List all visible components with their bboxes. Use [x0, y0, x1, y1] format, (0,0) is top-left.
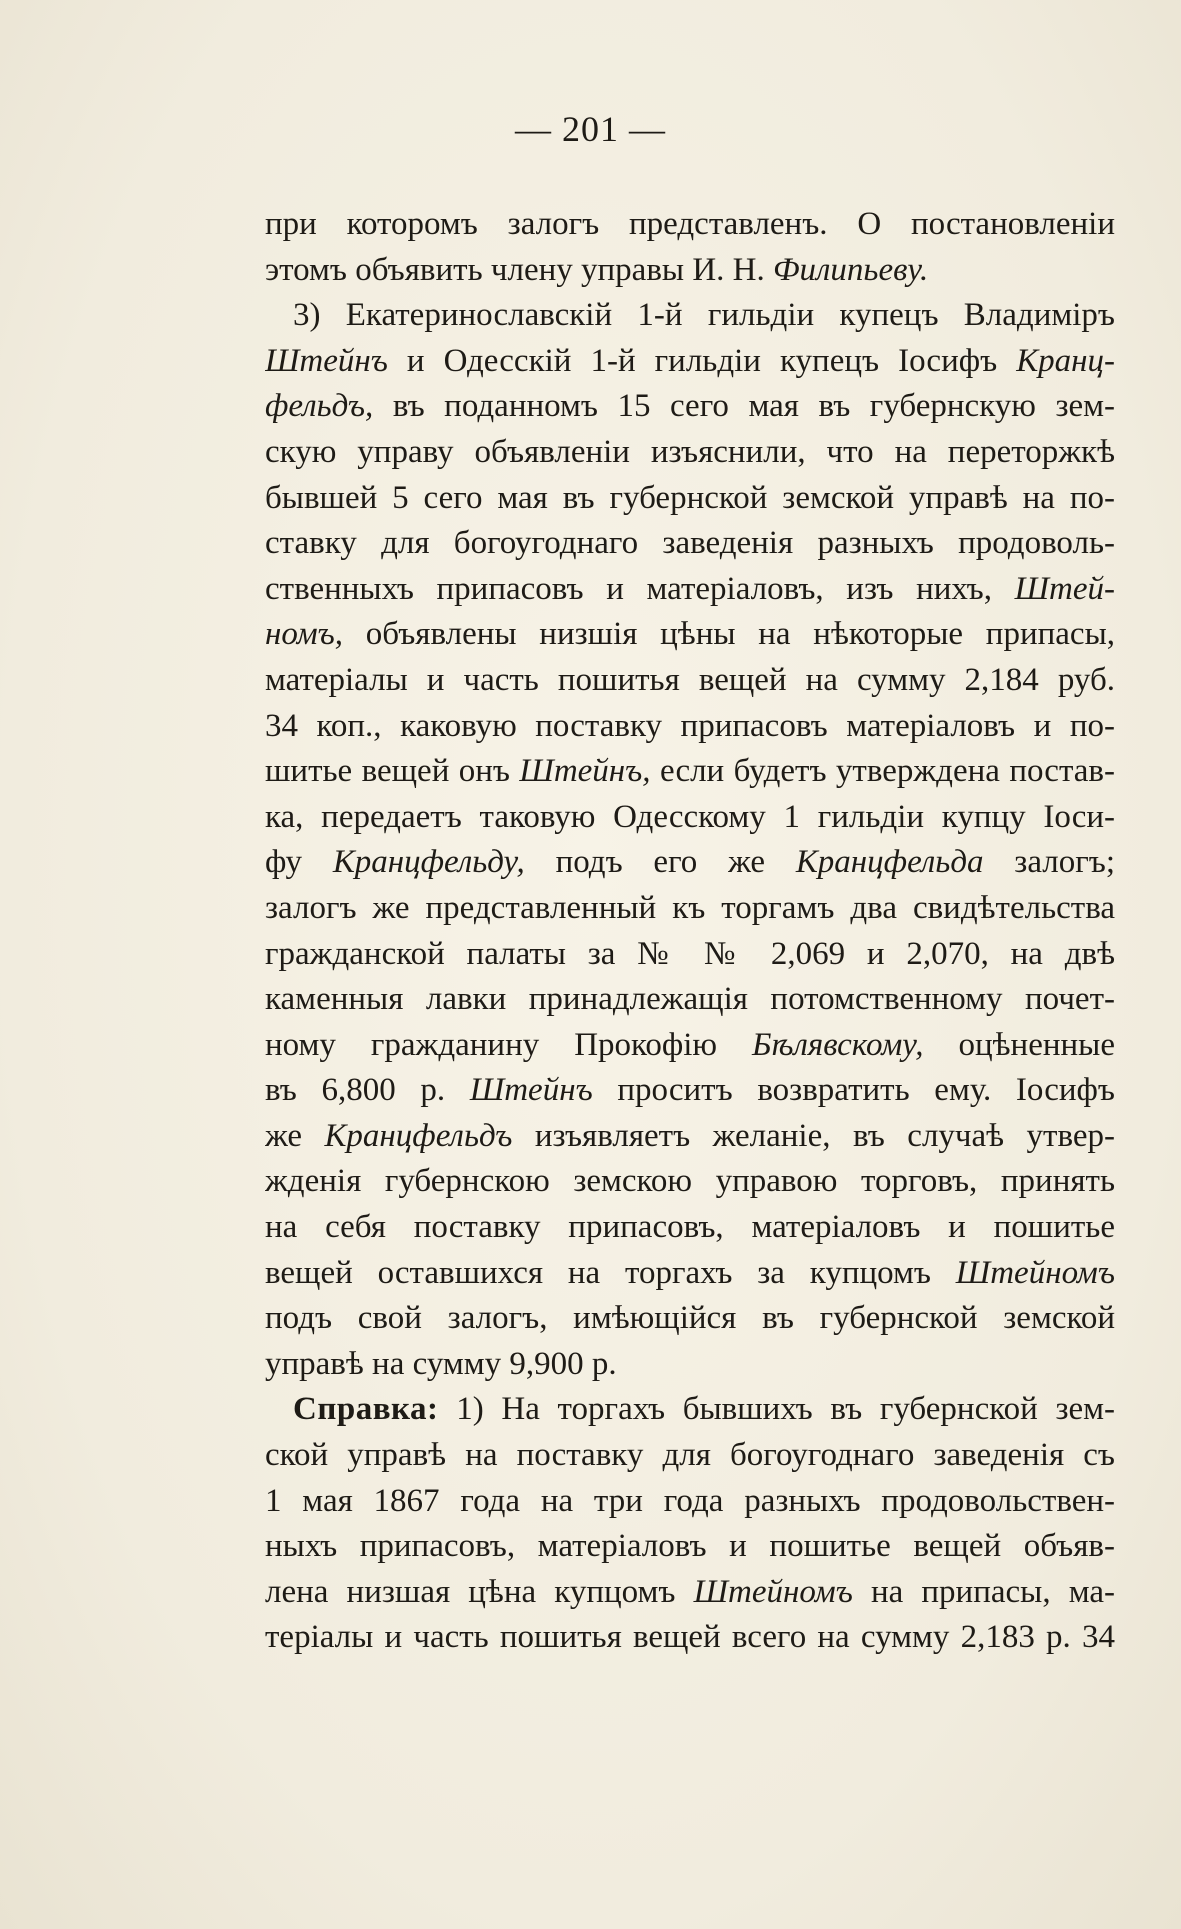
italic-name: фельдъ, — [265, 388, 374, 425]
text-line — [265, 430, 1115, 476]
text-segment: теріалы и часть пошитья вещей всего на сумму 2,183 р. 34 — [265, 1619, 1115, 1656]
text-segment: изъявляетъ желаніе, въ случаѣ утвер- — [512, 1117, 1115, 1154]
text-line — [265, 840, 1115, 886]
text-line — [265, 1159, 1115, 1205]
italic-name: Филипьеву. — [773, 251, 929, 288]
text-segment: въ поданномъ 15 сего мая въ губернскую зем- — [373, 388, 1115, 425]
text-line — [265, 384, 1115, 430]
text-line — [265, 1524, 1115, 1570]
text-line — [265, 1615, 1115, 1661]
italic-name: Бѣлявскому, — [752, 1026, 924, 1063]
page-number: — 201 — — [515, 109, 666, 149]
italic-name: Кранцфельду, — [332, 844, 525, 881]
text-segment: же — [265, 1117, 325, 1154]
text-segment: оцѣненные — [923, 1026, 1115, 1063]
text-line — [265, 704, 1115, 750]
spaced-label: Справка: — [293, 1391, 439, 1428]
text-segment: въ 6,800 р. — [265, 1072, 470, 1109]
text-segment: этомъ объявить члену управы И. Н. — [265, 251, 773, 288]
text-segment: ному гражданину Прокофію — [265, 1026, 753, 1063]
text-segment: и Одесскій 1-й гильдіи купецъ Іосифъ — [387, 342, 1017, 379]
text-line — [265, 886, 1115, 932]
text-line — [265, 567, 1115, 613]
text-line — [265, 658, 1115, 704]
text-segment: скую управу объявленіи изъяснили, что на переторжкѣ — [265, 433, 1115, 470]
text-line — [265, 612, 1115, 658]
text-segment: 1 мая 1867 года на три года разныхъ продовольствен- — [265, 1482, 1115, 1519]
text-line — [265, 1251, 1115, 1297]
italic-name: Штей- — [1014, 570, 1115, 607]
text-line — [265, 977, 1115, 1023]
italic-name: Штейномъ — [693, 1573, 853, 1610]
text-line — [265, 1570, 1115, 1616]
italic-name: Кранцфельда — [795, 844, 984, 881]
text-line — [265, 749, 1115, 795]
italic-name: Штейнъ — [469, 1072, 593, 1109]
italic-name: Кранц- — [1016, 342, 1115, 379]
text-segment: матеріалы и часть пошитья вещей на сумму 2,184 руб. — [265, 661, 1115, 698]
text-line — [265, 1068, 1115, 1114]
text-line — [265, 1342, 1115, 1388]
text-segment: подъ его же — [524, 844, 796, 881]
text-line — [265, 521, 1115, 567]
text-segment: на припасы, ма- — [852, 1573, 1115, 1610]
text-line — [265, 202, 1115, 248]
text-segment: бывшей 5 сего мая въ губернской земской управѣ на по- — [265, 479, 1115, 516]
text-segment: залогъ же представленный къ торгамъ два свидѣтельства — [265, 889, 1115, 926]
text-line — [265, 476, 1115, 522]
text-segment: объявлены низшія цѣны на нѣкоторые припасы, — [343, 616, 1115, 653]
italic-name: Штейнъ, — [519, 753, 651, 790]
text-segment: 34 коп., каковую поставку припасовъ матеріаловъ и по- — [265, 707, 1115, 744]
text-segment: залогъ; — [983, 844, 1115, 881]
text-line — [265, 293, 1115, 339]
text-line — [265, 1296, 1115, 1342]
text-segment: ныхъ припасовъ, матеріаловъ и пошитье вещей объяв- — [265, 1528, 1115, 1565]
text-line — [265, 1433, 1115, 1479]
text-segment: ской управѣ на поставку для богоугоднаго заведенія съ — [265, 1437, 1115, 1474]
text-segment: на себя поставку припасовъ, матеріаловъ и пошитье — [265, 1209, 1115, 1246]
italic-name: Штейномъ — [955, 1254, 1115, 1291]
text-segment: гражданской палаты за № № 2,069 и 2,070, на двѣ — [265, 935, 1115, 972]
text-segment: подъ свой залогъ, имѣющійся въ губернской земской — [265, 1300, 1115, 1337]
text-segment: ставку для богоугоднаго заведенія разныхъ продоволь- — [265, 525, 1115, 562]
italic-name: Штейнъ — [265, 342, 388, 379]
text-line — [265, 932, 1115, 978]
text-segment: если будетъ утверждена постав- — [650, 753, 1115, 790]
italic-name: Кранцфельдъ — [324, 1117, 513, 1154]
text-segment: ка, передаетъ таковую Одесскому 1 гильдіи купцу Іоси- — [265, 798, 1115, 835]
text-segment: при которомъ залогъ представленъ. О постановленіи — [265, 206, 1115, 242]
text-segment: фу — [265, 844, 333, 881]
text-segment: жденія губернскою земскою управою торговъ, принять — [265, 1163, 1115, 1200]
text-segment: управѣ на сумму 9,900 р. — [265, 1345, 617, 1382]
text-line — [265, 1387, 1115, 1433]
text-line — [265, 1479, 1115, 1525]
text-line — [265, 1023, 1115, 1069]
text-segment: 3) Екатеринославскій 1-й гильдіи купецъ Владиміръ — [293, 297, 1115, 334]
text-segment: вещей оставшихся на торгахъ за купцомъ — [265, 1254, 956, 1291]
body-text — [265, 202, 1115, 1661]
text-line — [265, 795, 1115, 841]
text-segment: 1) На торгахъ бывшихъ въ губернской зем- — [438, 1391, 1115, 1428]
italic-name: номъ, — [265, 616, 344, 653]
text-segment: проситъ возвратить ему. Іосифъ — [592, 1072, 1115, 1109]
text-segment: ственныхъ припасовъ и матеріаловъ, изъ нихъ, — [265, 570, 1015, 607]
text-segment: каменныя лавки принадлежащія потомственному почет- — [265, 981, 1115, 1018]
text-segment: лена низшая цѣна купцомъ — [265, 1573, 694, 1610]
text-segment: шитье вещей онъ — [265, 753, 520, 790]
text-line — [265, 248, 1115, 294]
text-line — [265, 1205, 1115, 1251]
text-line — [265, 1114, 1115, 1160]
text-line — [265, 339, 1115, 385]
